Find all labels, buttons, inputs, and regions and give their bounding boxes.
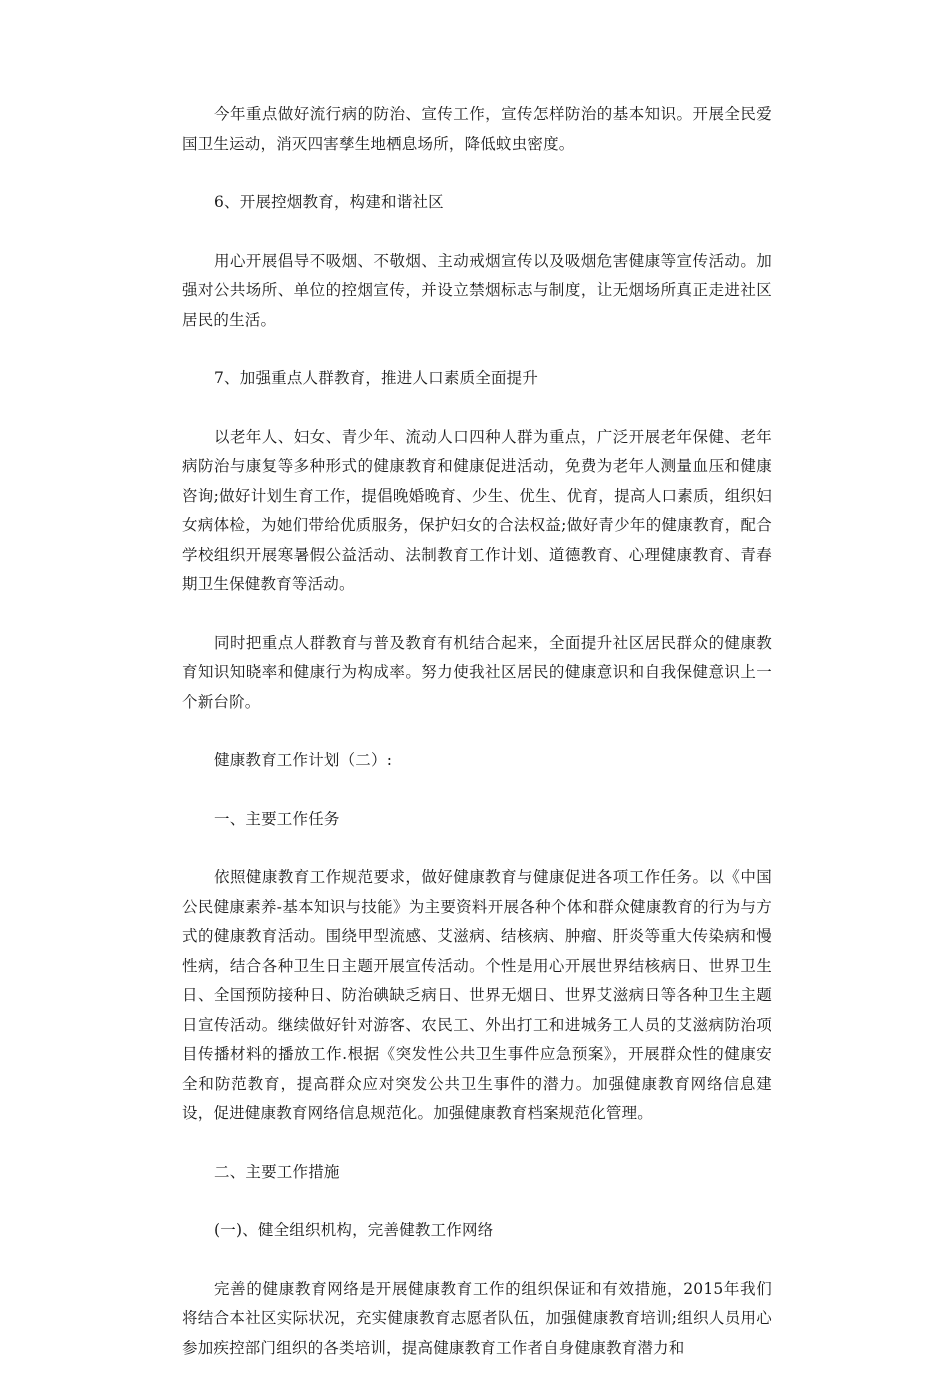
paragraph-tobacco-control: 用心开展倡导不吸烟、不敬烟、主动戒烟宣传以及吸烟危害健康等宣传活动。加强对公共场所、单位的控烟宣传，并设立禁烟标志与制度，让无烟场所真正走进社区居民的生活。 xyxy=(182,251,772,329)
paragraph-key-groups: 以老年人、妇女、青少年、流动人口四种人群为重点，广泛开展老年保健、老年病防治与康复等多种形式的健康教育和健康促进活动，免费为老年人测量血压和健康咨询;做好计划生育工作，提倡晚婚晚育、少生、优生、优育，提高人口素质，组织妇女病体检，为她们带给优质服务，保护妇女的合法权益;做好青少年的健康教育，配合学校组织开展寒暑假公益活动、法制教育工作计划、道德教育、心理健康教育、青春期卫生保健教育等活动。 xyxy=(182,427,772,593)
section-heading-main-measures: 二、主要工作措施 xyxy=(214,1162,340,1181)
paragraph-main-tasks: 依照健康教育工作规范要求，做好健康教育与健康促进各项工作任务。以《中国公民健康素养-基本知识与技能》为主要资料开展各种个体和群众健康教育的行为与方式的健康教育活动。围绕甲型流感、艾滋病、结核病、肿瘤、肝炎等重大传染病和慢性病，结合各种卫生日主题开展宣传活动。个性是用心开展世界结核病日、世界卫生日、全国预防接种日、防治碘缺乏病日、世界无烟日、世界艾滋病日等各种卫生主题日宣传活动。继续做好针对游客、农民工、外出打工和进城务工人员的艾滋病防治项目传播材料的播放工作.根据《突发性公共卫生事件应急预案》，开展群众性的健康安全和防范教育，提高群众应对突发公共卫生事件的潜力。加强健康教育网络信息建设，促进健康教育网络信息规范化。加强健康教育档案规范化管理。 xyxy=(182,868,772,1122)
paragraph-combined-education: 同时把重点人群教育与普及教育有机结合起来，全面提升社区居民群众的健康教育知识知晓率和健康行为构成率。努力使我社区居民的健康意识和自我保健意识上一个新台阶。 xyxy=(182,633,772,711)
section-heading-tobacco-control: 6、开展控烟教育，构建和谐社区 xyxy=(214,193,444,211)
paragraph-organization-network: 完善的健康教育网络是开展健康教育工作的组织保证和有效措施，2015年我们将结合本社区实际状况，充实健康教育志愿者队伍，加强健康教育培训;组织人员用心参加疾控部门组织的各类培训，提高健康教育工作者自身健康教育潜力和 xyxy=(182,1279,772,1357)
document-body xyxy=(182,100,772,1392)
subsection-heading-organization: (一)、健全组织机构，完善健教工作网络 xyxy=(214,1221,494,1239)
paragraph-epidemic-prevention: 今年重点做好流行病的防治、宣传工作，宣传怎样防治的基本知识。开展全民爱国卫生运动，消灭四害孳生地栖息场所，降低蚊虫密度。 xyxy=(182,105,772,153)
plan-title-two: 健康教育工作计划（二）: xyxy=(214,751,393,769)
section-heading-main-tasks: 一、主要工作任务 xyxy=(214,809,340,828)
section-heading-key-groups: 7、加强重点人群教育，推进人口素质全面提升 xyxy=(214,369,539,387)
